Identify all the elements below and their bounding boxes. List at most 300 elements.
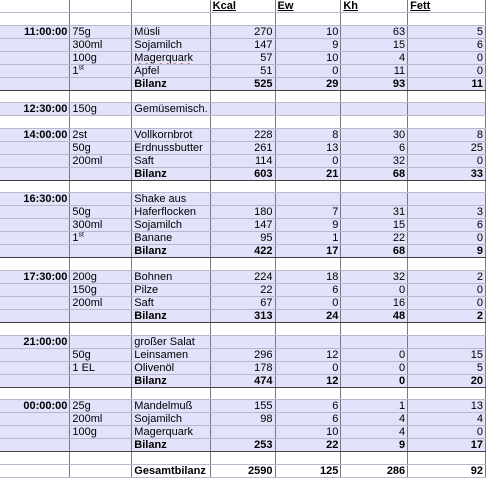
meal-time[interactable]: 00:00:00 (0, 400, 70, 413)
food-row (0, 154, 486, 167)
note-row (0, 335, 486, 348)
cell[interactable] (0, 13, 70, 26)
food-name[interactable] (132, 103, 210, 116)
cell[interactable] (0, 374, 70, 387)
food-row (0, 284, 486, 297)
total-kcal[interactable]: 474 (210, 374, 275, 387)
value-fett[interactable]: 15 (408, 348, 486, 361)
cell[interactable] (70, 374, 132, 387)
food-name-text: Magerquark (134, 51, 193, 64)
cell[interactable] (70, 77, 132, 90)
value-kh[interactable]: 6 (341, 141, 408, 154)
total-fett[interactable]: 20 (408, 374, 486, 387)
cell[interactable] (132, 452, 210, 465)
total-ew[interactable]: 17 (275, 245, 341, 258)
cell[interactable] (132, 180, 210, 193)
food-name[interactable] (132, 141, 210, 154)
total-kh[interactable]: 93 (341, 77, 408, 90)
value-kh[interactable]: 15 (341, 38, 408, 51)
cell[interactable] (0, 167, 70, 180)
value-fett[interactable]: 0 (408, 51, 486, 64)
total-fett[interactable]: 11 (408, 77, 486, 90)
food-name-text: Sojamilch (134, 219, 182, 232)
cell[interactable] (0, 0, 70, 13)
value-fett[interactable]: 0 (408, 64, 486, 77)
cell[interactable] (275, 116, 341, 129)
value-kcal[interactable]: 147 (210, 219, 275, 232)
cell[interactable] (341, 90, 408, 103)
cell[interactable] (341, 116, 408, 129)
value-kh[interactable]: 32 (341, 154, 408, 167)
cell[interactable] (70, 323, 132, 336)
cell[interactable] (70, 90, 132, 103)
value-ew[interactable]: 0 (275, 297, 341, 310)
total-kcal[interactable]: 603 (210, 167, 275, 180)
food-name-text: Saft (134, 154, 154, 167)
bilanz-label[interactable]: Bilanz (132, 374, 210, 387)
cell[interactable] (341, 387, 408, 400)
value-kcal[interactable]: 57 (210, 51, 275, 64)
value-ew[interactable]: 6 (275, 400, 341, 413)
value-ew[interactable]: 8 (275, 128, 341, 141)
value-kcal[interactable]: 51 (210, 64, 275, 77)
value-kcal[interactable]: 147 (210, 38, 275, 51)
header-fett[interactable]: Fett (408, 0, 486, 13)
cell[interactable] (275, 452, 341, 465)
cell[interactable] (70, 0, 132, 13)
cell[interactable] (132, 0, 210, 13)
value-ew[interactable]: 7 (275, 206, 341, 219)
spacer-row (0, 116, 486, 129)
cell[interactable] (275, 323, 341, 336)
cell[interactable] (70, 116, 132, 129)
amount-text: 1 (72, 64, 79, 77)
food-name[interactable] (132, 426, 210, 439)
value-kh[interactable]: 4 (341, 426, 408, 439)
header-ew[interactable]: Ew (275, 0, 341, 13)
value-fett[interactable]: 4 (408, 413, 486, 426)
amount-text: 100g (72, 426, 97, 439)
food-amount[interactable] (70, 284, 132, 297)
food-name[interactable] (132, 38, 210, 51)
food-row (0, 232, 486, 245)
header-kcal[interactable]: Kcal (210, 0, 275, 13)
value-fett[interactable]: 8 (408, 128, 486, 141)
value-fett[interactable]: 2 (408, 271, 486, 284)
food-name[interactable] (132, 232, 210, 245)
header-kh[interactable]: Kh (341, 0, 408, 13)
cell[interactable] (275, 335, 341, 348)
cell[interactable] (70, 245, 132, 258)
value-fett[interactable]: 0 (408, 154, 486, 167)
cell[interactable] (0, 116, 70, 129)
grand-fett[interactable]: 92 (408, 464, 486, 477)
food-row (0, 400, 486, 413)
total-fett[interactable]: 17 (408, 439, 486, 452)
food-amount[interactable] (70, 413, 132, 426)
value-ew[interactable]: 18 (275, 271, 341, 284)
value-kcal[interactable] (210, 103, 275, 116)
meal-time[interactable] (0, 38, 70, 51)
cell[interactable] (132, 387, 210, 400)
cell[interactable] (210, 193, 275, 206)
food-amount[interactable] (70, 219, 132, 232)
total-ew[interactable]: 12 (275, 374, 341, 387)
food-amount[interactable] (70, 154, 132, 167)
cell[interactable] (210, 335, 275, 348)
food-amount[interactable] (70, 361, 132, 374)
value-kcal[interactable]: 180 (210, 206, 275, 219)
total-kcal[interactable]: 253 (210, 439, 275, 452)
value-kcal[interactable]: 178 (210, 361, 275, 374)
value-kh[interactable]: 15 (341, 219, 408, 232)
value-fett[interactable]: 0 (408, 297, 486, 310)
value-fett[interactable]: 6 (408, 219, 486, 232)
note-row (0, 193, 486, 206)
grand-total-label[interactable]: Gesamtbilanz (132, 464, 210, 477)
cell[interactable] (341, 193, 408, 206)
amount-text: 50g (72, 141, 91, 154)
cell[interactable] (210, 13, 275, 26)
food-name-text: Apfel (134, 64, 160, 77)
meal-time[interactable] (0, 348, 70, 361)
grand-ew[interactable]: 125 (275, 464, 341, 477)
header-row (0, 0, 486, 13)
cell[interactable] (0, 310, 70, 323)
grand-kh[interactable]: 286 (341, 464, 408, 477)
grand-kcal[interactable]: 2590 (210, 464, 275, 477)
food-name[interactable] (132, 361, 210, 374)
cell[interactable] (70, 464, 132, 477)
cell[interactable] (0, 245, 70, 258)
value-ew[interactable]: 0 (275, 361, 341, 374)
value-kh[interactable]: 31 (341, 206, 408, 219)
amount-text: 150g (72, 103, 97, 116)
amount-text: 300ml (72, 38, 103, 51)
cell[interactable] (408, 116, 486, 129)
food-amount[interactable] (70, 51, 132, 64)
cell[interactable] (210, 180, 275, 193)
meal-time[interactable]: 16:30:00 (0, 193, 70, 206)
cell[interactable] (275, 13, 341, 26)
value-ew[interactable]: 13 (275, 141, 341, 154)
cell[interactable] (70, 258, 132, 271)
food-name-text: Sojamilch (134, 38, 182, 51)
total-kcal[interactable]: 422 (210, 245, 275, 258)
spacer-row (0, 90, 486, 103)
value-fett[interactable]: 3 (408, 206, 486, 219)
cell[interactable] (70, 335, 132, 348)
meal-time[interactable] (0, 413, 70, 426)
cell[interactable] (70, 310, 132, 323)
food-name[interactable] (132, 284, 210, 297)
value-kh[interactable]: 11 (341, 64, 408, 77)
cell[interactable] (0, 387, 70, 400)
value-kh[interactable]: 63 (341, 25, 408, 38)
food-name-text: Pilze (134, 284, 159, 297)
value-kh[interactable]: 0 (341, 348, 408, 361)
cell[interactable] (132, 258, 210, 271)
meal-time[interactable]: 21:00:00 (0, 335, 70, 348)
value-ew[interactable]: 0 (275, 154, 341, 167)
cell[interactable] (210, 116, 275, 129)
total-ew[interactable]: 22 (275, 439, 341, 452)
cell[interactable] (275, 387, 341, 400)
value-ew[interactable]: 10 (275, 25, 341, 38)
meal-note[interactable]: großer Salat (132, 335, 210, 348)
food-amount[interactable] (70, 400, 132, 413)
total-kh[interactable]: 68 (341, 167, 408, 180)
cell[interactable] (210, 90, 275, 103)
cell[interactable] (132, 323, 210, 336)
food-amount[interactable] (70, 232, 132, 245)
meal-time[interactable] (0, 141, 70, 154)
meal-time[interactable]: 14:00:00 (0, 128, 70, 141)
value-fett[interactable] (408, 103, 486, 116)
value-ew[interactable]: 10 (275, 426, 341, 439)
food-name[interactable] (132, 25, 210, 38)
food-name[interactable] (132, 297, 210, 310)
cell[interactable] (408, 258, 486, 271)
value-kh[interactable]: 0 (341, 361, 408, 374)
meal-time[interactable] (0, 426, 70, 439)
value-fett[interactable]: 0 (408, 426, 486, 439)
value-kcal[interactable]: 155 (210, 400, 275, 413)
cell[interactable] (70, 452, 132, 465)
value-fett[interactable]: 13 (408, 400, 486, 413)
value-kcal[interactable]: 98 (210, 413, 275, 426)
cell[interactable] (341, 452, 408, 465)
food-amount[interactable] (70, 38, 132, 51)
meal-time[interactable] (0, 297, 70, 310)
food-amount[interactable] (70, 297, 132, 310)
cell[interactable] (132, 13, 210, 26)
cell[interactable] (408, 90, 486, 103)
total-kh[interactable]: 9 (341, 439, 408, 452)
total-kcal[interactable]: 313 (210, 310, 275, 323)
cell[interactable] (0, 180, 70, 193)
value-fett[interactable]: 5 (408, 361, 486, 374)
meal-time[interactable] (0, 284, 70, 297)
cell[interactable] (70, 193, 132, 206)
cell[interactable] (341, 13, 408, 26)
cell[interactable] (70, 180, 132, 193)
bilanz-label[interactable]: Bilanz (132, 439, 210, 452)
value-kcal[interactable]: 67 (210, 297, 275, 310)
cell[interactable] (132, 116, 210, 129)
total-ew[interactable]: 24 (275, 310, 341, 323)
cell[interactable] (210, 452, 275, 465)
cell[interactable] (341, 323, 408, 336)
value-kcal[interactable]: 114 (210, 154, 275, 167)
food-name-text: Bohnen (134, 271, 173, 284)
cell[interactable] (341, 180, 408, 193)
cell[interactable] (408, 193, 486, 206)
food-amount[interactable] (70, 271, 132, 284)
bilanz-row (0, 310, 486, 323)
food-row (0, 141, 486, 154)
value-kcal[interactable]: 270 (210, 25, 275, 38)
cell[interactable] (210, 258, 275, 271)
value-kcal[interactable]: 228 (210, 128, 275, 141)
amount-text: 200ml (72, 413, 103, 426)
food-name[interactable] (132, 413, 210, 426)
meal-time[interactable] (0, 154, 70, 167)
meal-time[interactable] (0, 232, 70, 245)
value-ew[interactable]: 12 (275, 348, 341, 361)
meal-time[interactable]: 17:30:00 (0, 271, 70, 284)
cell[interactable] (70, 13, 132, 26)
cell[interactable] (0, 464, 70, 477)
total-fett[interactable]: 2 (408, 310, 486, 323)
food-amount[interactable] (70, 206, 132, 219)
spacer-row (0, 258, 486, 271)
value-ew[interactable]: 9 (275, 38, 341, 51)
value-ew[interactable]: 6 (275, 284, 341, 297)
bilanz-row (0, 167, 486, 180)
cell[interactable] (408, 180, 486, 193)
value-ew[interactable]: 0 (275, 64, 341, 77)
cell[interactable] (70, 387, 132, 400)
value-kh[interactable] (341, 103, 408, 116)
cell[interactable] (275, 90, 341, 103)
value-fett[interactable]: 0 (408, 232, 486, 245)
amount-text: 200g (72, 271, 97, 284)
food-amount[interactable] (70, 25, 132, 38)
cell[interactable] (0, 439, 70, 452)
total-kh[interactable]: 48 (341, 310, 408, 323)
value-kh[interactable]: 1 (341, 400, 408, 413)
food-name[interactable] (132, 271, 210, 284)
cell[interactable] (70, 439, 132, 452)
value-kcal[interactable]: 95 (210, 232, 275, 245)
spacer-row (0, 452, 486, 465)
meal-time[interactable] (0, 219, 70, 232)
cell[interactable] (0, 452, 70, 465)
cell[interactable] (70, 167, 132, 180)
meal-time[interactable] (0, 64, 70, 77)
total-kh[interactable]: 0 (341, 374, 408, 387)
value-kh[interactable]: 30 (341, 128, 408, 141)
food-name-text: Leinsamen (134, 348, 189, 361)
value-ew[interactable]: 1 (275, 232, 341, 245)
food-amount[interactable] (70, 141, 132, 154)
value-kcal[interactable]: 224 (210, 271, 275, 284)
food-row (0, 348, 486, 361)
value-kcal[interactable]: 296 (210, 348, 275, 361)
cell[interactable] (0, 77, 70, 90)
cell[interactable] (210, 323, 275, 336)
meal-time[interactable]: 11:00:00 (0, 25, 70, 38)
cell[interactable] (275, 180, 341, 193)
food-name[interactable] (132, 128, 210, 141)
meal-time[interactable] (0, 206, 70, 219)
amount-text: 25g (72, 400, 91, 413)
food-name-text: Sojamilch (134, 413, 182, 426)
value-kcal[interactable]: 22 (210, 284, 275, 297)
cell[interactable] (408, 323, 486, 336)
meal-time[interactable] (0, 361, 70, 374)
cell[interactable] (275, 258, 341, 271)
value-ew[interactable]: 6 (275, 413, 341, 426)
cell[interactable] (275, 193, 341, 206)
bilanz-label[interactable]: Bilanz (132, 310, 210, 323)
food-name[interactable] (132, 64, 210, 77)
food-name[interactable] (132, 154, 210, 167)
total-ew[interactable]: 29 (275, 77, 341, 90)
cell[interactable] (0, 258, 70, 271)
total-fett[interactable]: 33 (408, 167, 486, 180)
value-kh[interactable]: 4 (341, 51, 408, 64)
cell[interactable] (408, 13, 486, 26)
value-ew[interactable]: 10 (275, 51, 341, 64)
food-name[interactable] (132, 400, 210, 413)
cell[interactable] (341, 335, 408, 348)
meal-time[interactable]: 12:30:00 (0, 103, 70, 116)
food-row (0, 206, 486, 219)
food-amount[interactable] (70, 64, 132, 77)
total-kcal[interactable]: 525 (210, 77, 275, 90)
value-kh[interactable]: 16 (341, 297, 408, 310)
bilanz-label[interactable]: Bilanz (132, 77, 210, 90)
food-amount[interactable] (70, 426, 132, 439)
value-kcal[interactable] (210, 426, 275, 439)
meal-note[interactable]: Shake aus (132, 193, 210, 206)
food-name[interactable] (132, 348, 210, 361)
food-row (0, 413, 486, 426)
cell[interactable] (408, 387, 486, 400)
food-amount[interactable] (70, 128, 132, 141)
cell[interactable] (341, 258, 408, 271)
total-fett[interactable]: 9 (408, 245, 486, 258)
value-kh[interactable]: 22 (341, 232, 408, 245)
value-fett[interactable]: 25 (408, 141, 486, 154)
value-kh[interactable]: 4 (341, 413, 408, 426)
amount-text: 1 (72, 232, 79, 245)
cell[interactable] (0, 90, 70, 103)
cell[interactable] (408, 452, 486, 465)
value-ew[interactable]: 9 (275, 219, 341, 232)
food-row (0, 51, 486, 64)
food-row (0, 103, 486, 116)
total-ew[interactable]: 21 (275, 167, 341, 180)
value-ew[interactable] (275, 103, 341, 116)
bilanz-label[interactable]: Bilanz (132, 167, 210, 180)
value-fett[interactable]: 0 (408, 284, 486, 297)
amount-text: 50g (72, 206, 91, 219)
total-kh[interactable]: 68 (341, 245, 408, 258)
food-name[interactable] (132, 206, 210, 219)
food-name[interactable] (132, 51, 210, 64)
cell[interactable] (0, 323, 70, 336)
value-fett[interactable]: 5 (408, 25, 486, 38)
amount-superscript: st (78, 231, 84, 239)
food-amount[interactable] (70, 348, 132, 361)
food-name-text: Saft (134, 297, 154, 310)
value-kh[interactable]: 32 (341, 271, 408, 284)
cell[interactable] (408, 335, 486, 348)
food-amount[interactable] (70, 103, 132, 116)
value-fett[interactable]: 6 (408, 38, 486, 51)
food-name[interactable] (132, 219, 210, 232)
value-kh[interactable]: 0 (341, 284, 408, 297)
cell[interactable] (210, 387, 275, 400)
meal-time[interactable] (0, 51, 70, 64)
cell[interactable] (132, 90, 210, 103)
bilanz-label[interactable]: Bilanz (132, 245, 210, 258)
food-row (0, 128, 486, 141)
value-kcal[interactable]: 261 (210, 141, 275, 154)
